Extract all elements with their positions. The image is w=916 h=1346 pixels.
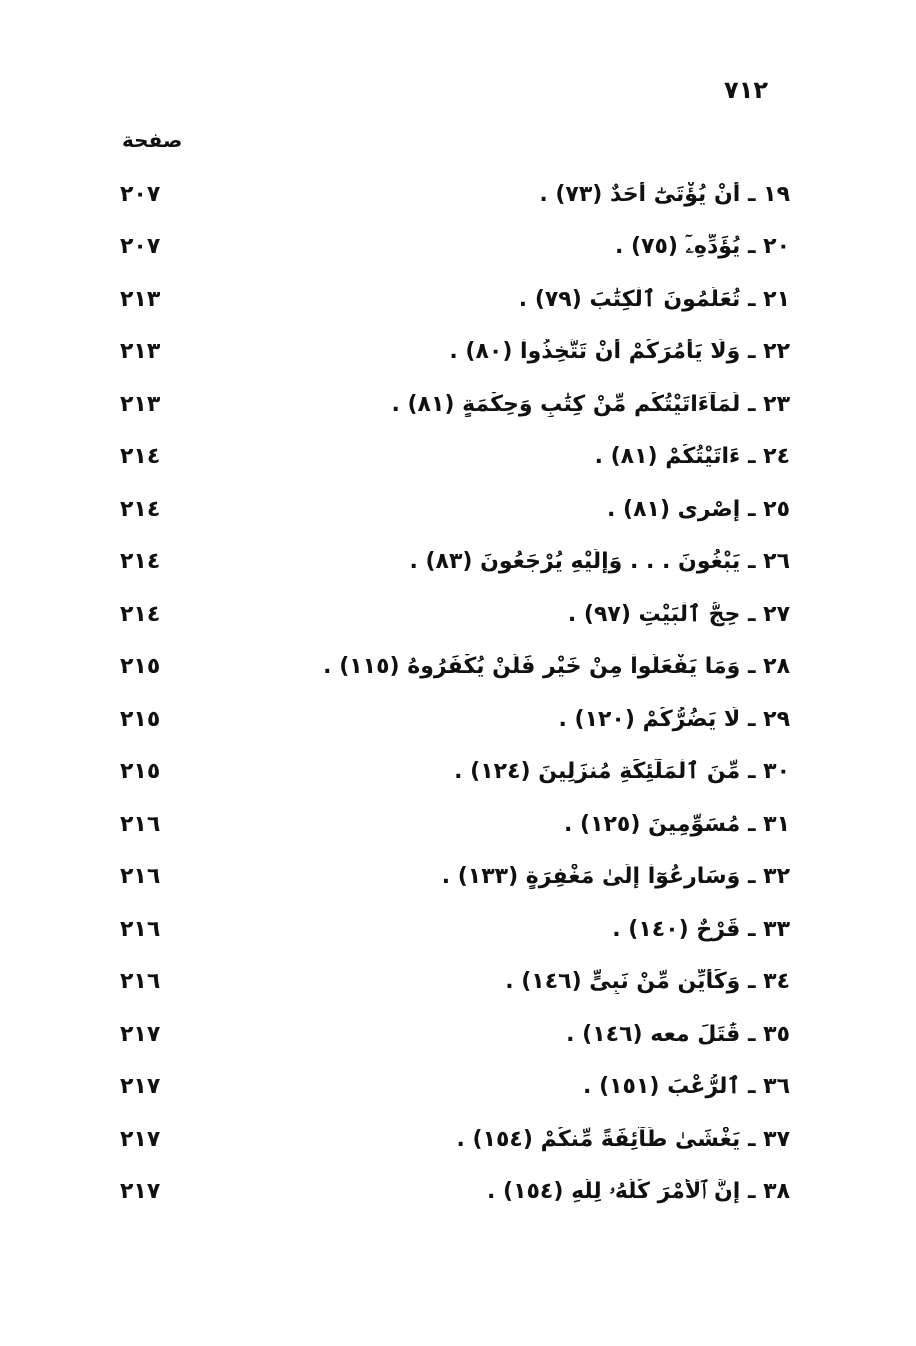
entry-text: ٢٠ ـ يُؤَدِّهِۦٓ (٧٥) . [614,234,790,260]
index-row [120,798,790,851]
index-row [120,431,790,484]
entry-page-number: ٢١٧ [120,1074,161,1100]
entry-page-number: ٢١٧ [120,1126,161,1152]
index-row [120,641,790,694]
entry-text: ٣٦ ـ ٱلرُّعْبَ (١٥١) . [583,1074,790,1100]
entry-text: ٣٥ ـ قَٰتَلَ معه (١٤٦) . [566,1021,790,1047]
entry-page-number: ٢١٤ [120,496,161,522]
entry-text: ٢٣ ـ لَمَآءَاتَيْتُكُم مِّنْ كِتَٰبٍ وَحِكْمَةٍ (٨١) . [391,391,790,417]
page-number: ٧١٢ [724,76,768,104]
entry-page-number: ٢٠٧ [120,181,161,207]
entry-text: ٢٢ ـ وَلَا يَأْمُرَكُمْ أَنْ تَتَّخِذُواْ (٨٠) . [449,339,790,365]
index-row [120,956,790,1009]
entry-page-number: ٢١٥ [120,759,161,785]
entry-text: ٢٥ ـ إِصْرِى (٨١) . [607,496,790,522]
entry-page-number: ٢١٥ [120,706,161,732]
index-row [120,903,790,956]
entry-page-number: ٢٠٧ [120,234,161,260]
entry-text: ٣٤ ـ وَكَأَيِّن مِّنْ نَبِىٍّ (١٤٦) . [505,969,790,995]
entry-text: ٣١ ـ مُسَوِّمِينَ (١٢٥) . [564,811,790,837]
entry-text: ٢٧ ـ حِجُّ ٱلْبَيْتِ (٩٧) . [567,601,790,627]
entry-page-number: ٢١٦ [120,864,161,890]
entry-text: ٣٣ ـ قَرْحٌ (١٤٠) . [612,916,790,942]
page-column-header: صفحة [122,128,183,152]
index-row [120,536,790,589]
index-row [120,168,790,221]
entry-text: ٣٢ ـ وَسَارِعُوٓاْ إِلَىٰ مَغْفِرَةٍ (١٣٣) . [441,864,790,890]
entry-text: ٣٧ ـ يَغْشَىٰ طَآئِفَةً مِّنكُمْ (١٥٤) . [456,1126,790,1152]
index-row [120,1061,790,1114]
index-list [120,168,790,1218]
entry-text: ٢٨ ـ وَمَا يَفْعَلُواْ مِنْ خَيْرٍ فَلَنْ يُكْفَرُوهُ (١١٥) . [323,654,790,680]
index-row [120,588,790,641]
entry-text: ٢١ ـ تُعَلِّمُونَ ٱلْكِتَٰبَ (٧٩) . [518,286,790,312]
index-row [120,1113,790,1166]
entry-text: ٢٤ ـ ءَاتَيْتُكُمْ (٨١) . [594,444,790,470]
entry-text: ٣٠ ـ مِّنَ ٱلْمَلَٰٓئِكَةِ مُنزَلِينَ (١٢٤) . [454,759,790,785]
entry-page-number: ٢١٧ [120,1021,161,1047]
index-row [120,693,790,746]
entry-text: ٣٨ ـ إِنَّ ٱلْأَمْرَ كُلَّهُۥ لِلَّهِ (١٥٤) . [486,1179,790,1205]
entry-page-number: ٢١٣ [120,391,161,417]
entry-page-number: ٢١٧ [120,1179,161,1205]
index-row [120,1008,790,1061]
entry-page-number: ٢١٦ [120,811,161,837]
entry-text: ٢٩ ـ لَا يَضُرُّكُمْ (١٢٠) . [558,706,790,732]
index-row [120,221,790,274]
index-row [120,851,790,904]
entry-text: ١٩ ـ أَنْ يُؤْتَىٰٓ أَحَدٌ (٧٣) . [539,181,790,207]
entry-page-number: ٢١٥ [120,654,161,680]
entry-page-number: ٢١٤ [120,601,161,627]
index-row [120,746,790,799]
entry-page-number: ٢١٤ [120,444,161,470]
index-row [120,378,790,431]
index-row [120,273,790,326]
entry-page-number: ٢١٣ [120,339,161,365]
index-row [120,483,790,536]
entry-page-number: ٢١٣ [120,286,161,312]
index-row [120,1166,790,1219]
entry-page-number: ٢١٦ [120,969,161,995]
entry-page-number: ٢١٤ [120,549,161,575]
entry-page-number: ٢١٦ [120,916,161,942]
entry-text: ٢٦ ـ يَبْغُونَ . . . وَإِلَيْهِ يُرْجَعُونَ (٨٣) . [409,549,790,575]
index-row [120,326,790,379]
